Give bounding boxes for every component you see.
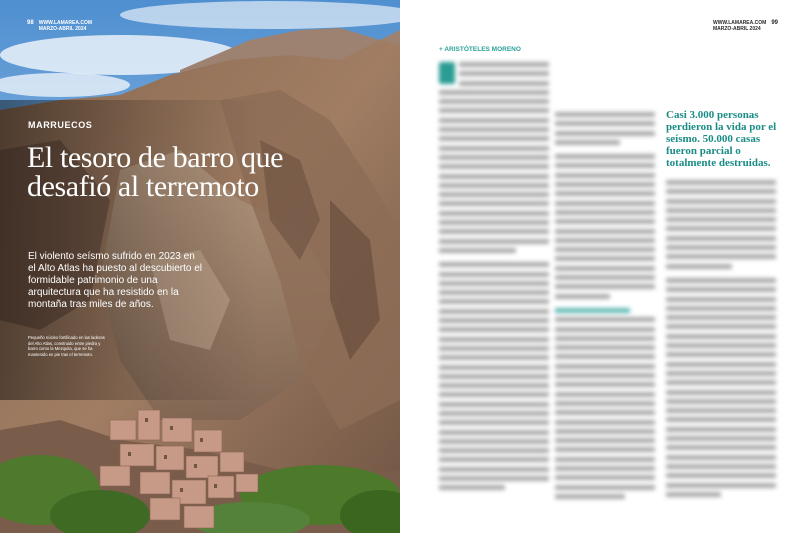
left-site: WWW.LAMAREA.COM	[38, 20, 93, 26]
photo-caption: Pequeño núcleo fortificado en las laderas del Alto Atlas, construido entre piedra y barro como la Mezquita, que se ha mantenido en pie tras el terremoto.	[28, 335, 105, 357]
body-column-1	[439, 62, 549, 495]
right-page	[400, 0, 800, 533]
left-page-number: 98	[27, 20, 34, 26]
body-column-3	[666, 180, 776, 501]
right-site: WWW.LAMAREA.COM	[712, 20, 767, 26]
right-page-number: 99	[771, 20, 778, 26]
left-issue-date: MARZO-ABRIL 2024	[38, 26, 87, 32]
article-title: El tesoro de barro que desafió al terremoto	[27, 141, 284, 203]
pull-quote: Casi 3.000 personas perdieron la vida por el seísmo. 50.000 casas fueron parcial o totalmente destruidas.	[666, 109, 777, 169]
body-column-2	[555, 112, 655, 503]
right-folio	[713, 20, 778, 32]
article-lede: El violento seísmo sufrido en 2023 en el Alto Atlas ha puesto al descubierto el formidable patrimonio de una arquitectura que ha resistido en la montaña tras miles de años.	[28, 251, 203, 310]
subheading-bar	[555, 308, 630, 313]
right-issue-date: MARZO-ABRIL 2024	[712, 26, 761, 32]
section-kicker: MARRUECOS	[28, 120, 93, 130]
author-byline: + ARISTÓTELES MORENO	[439, 46, 521, 53]
left-folio	[27, 20, 92, 32]
